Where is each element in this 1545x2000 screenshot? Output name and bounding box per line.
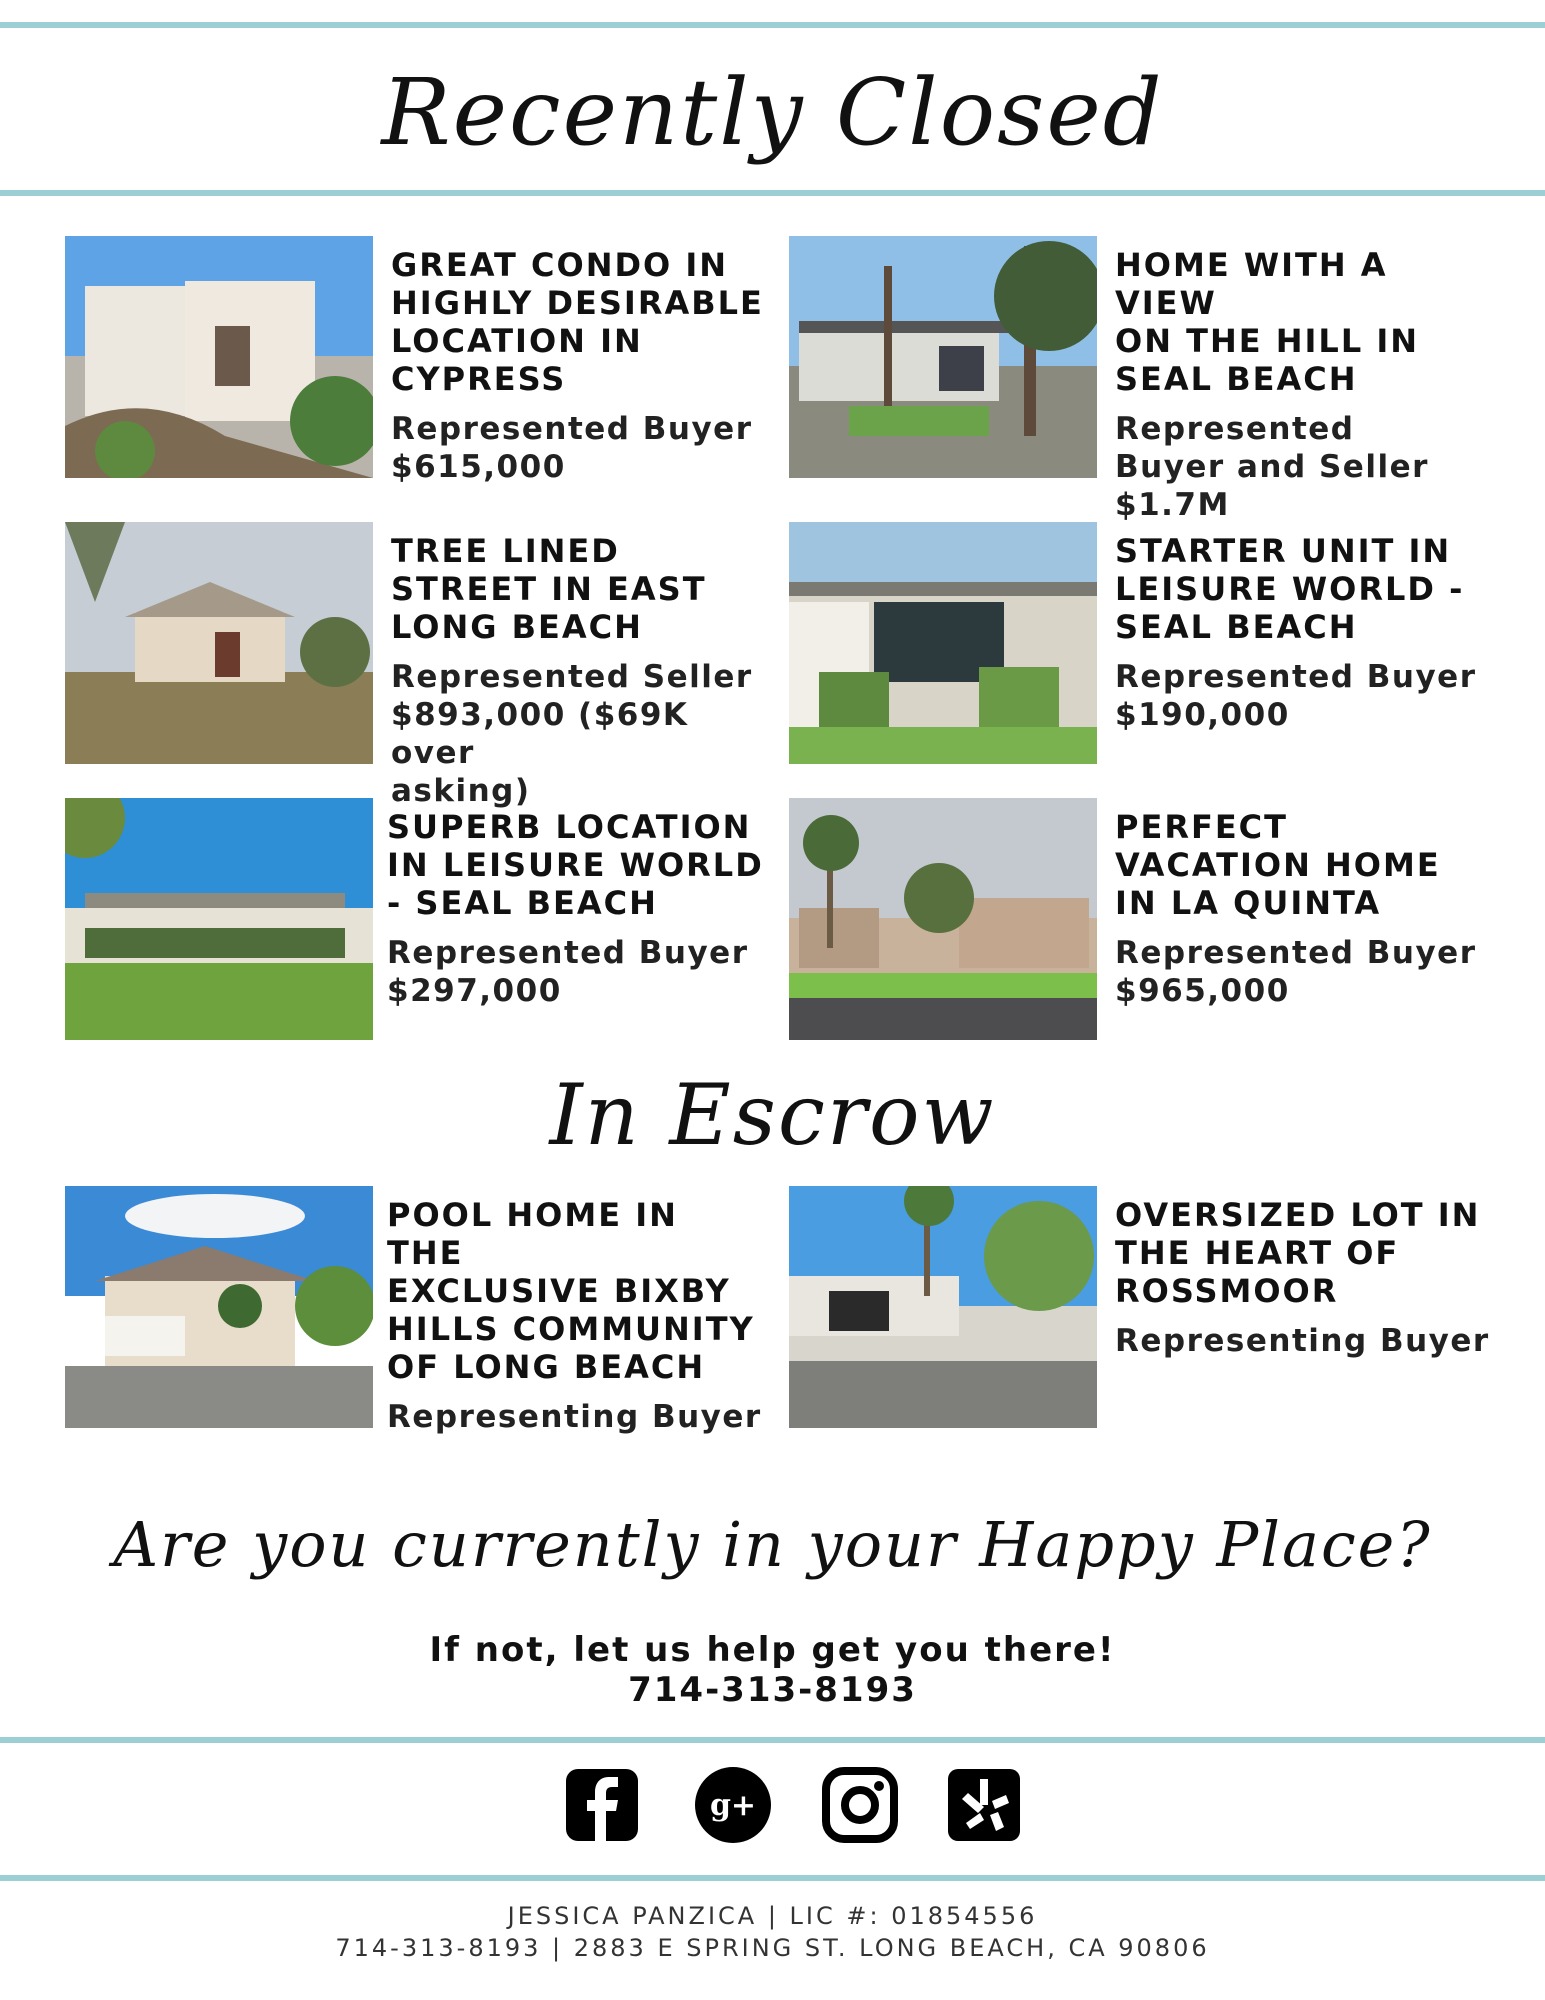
happy-place-heading: Are you currently in your Happy Place? [113,1508,1432,1581]
listing-photo [789,522,1097,764]
listing-photo [65,236,373,478]
social-top-rule [0,1737,1545,1743]
listing-title: HOME WITH A VIEW ON THE HILL IN SEAL BEACH [1115,246,1420,398]
listing-detail: Represented Buyer and Seller $1.7M [1115,411,1429,523]
listing-card[interactable] [789,798,1489,1043]
listing-title: TREE LINED STREET IN EAST LONG BEACH [391,532,707,646]
listing-photo [789,236,1097,478]
escrow-info [1115,1196,1495,1360]
listing-photo [65,522,373,764]
listing-card[interactable] [65,798,765,1043]
escrow-photo [789,1186,1097,1428]
listing-info [391,532,771,810]
cta-phone[interactable]: 714-313-8193 [628,1670,917,1710]
heading-rule [0,190,1545,196]
escrow-card[interactable] [789,1186,1489,1431]
listing-detail: Represented Buyer $190,000 [1115,659,1477,733]
listing-info [1115,808,1495,1010]
footer-address-line: 714-313-8193 | 2883 E SPRING ST. LONG BEACH, CA 90806 [335,1934,1210,1962]
escrow-title: POOL HOME IN THE EXCLUSIVE BIXBY HILLS COMMUNITY OF LONG BEACH [387,1196,755,1386]
listing-detail: Represented Buyer $297,000 [387,935,749,1009]
escrow-detail: Representing Buyer [1115,1323,1490,1359]
listing-title: GREAT CONDO IN HIGHLY DESIRABLE LOCATION IN CYPRESS [391,246,764,398]
listing-info [1115,532,1495,734]
listing-info [391,246,771,486]
escrow-detail: Representing Buyer [387,1399,762,1435]
recently-closed-heading: Recently Closed [381,59,1164,166]
listing-card[interactable] [789,236,1489,523]
escrow-photo [65,1186,373,1428]
listing-title: SUPERB LOCATION IN LEISURE WORLD - SEAL BEACH [387,808,764,922]
listing-detail: Represented Buyer $965,000 [1115,935,1477,1009]
escrow-card[interactable] [65,1186,765,1435]
yelp-icon[interactable] [944,1765,1024,1845]
listing-photo [789,798,1097,1040]
cta-line: If not, let us help get you there! [429,1630,1116,1670]
listing-info [1115,246,1495,524]
listing-card[interactable] [789,522,1489,767]
listing-title: STARTER UNIT IN LEISURE WORLD - SEAL BEACH [1115,532,1465,646]
listing-detail: Represented Buyer $615,000 [391,411,753,485]
footer-agent-line: JESSICA PANZICA | LIC #: 01854556 [507,1902,1038,1930]
listing-title: PERFECT VACATION HOME IN LA QUINTA [1115,808,1441,922]
svg-text:g+: g+ [709,1788,757,1823]
listing-info [387,808,767,1010]
listing-detail: Represented Seller $893,000 ($69K over asking) [391,659,753,809]
listing-card[interactable] [65,236,765,485]
listing-card[interactable] [65,522,765,809]
google-plus-icon[interactable] [693,1765,773,1845]
social-bottom-rule [0,1875,1545,1881]
escrow-title: OVERSIZED LOT IN THE HEART OF ROSSMOOR [1115,1196,1481,1310]
in-escrow-heading: In Escrow [549,1066,996,1164]
facebook-icon[interactable] [562,1765,642,1845]
escrow-info [387,1196,767,1436]
instagram-icon[interactable] [820,1765,900,1845]
top-rule [0,22,1545,28]
listing-photo [65,798,373,1040]
